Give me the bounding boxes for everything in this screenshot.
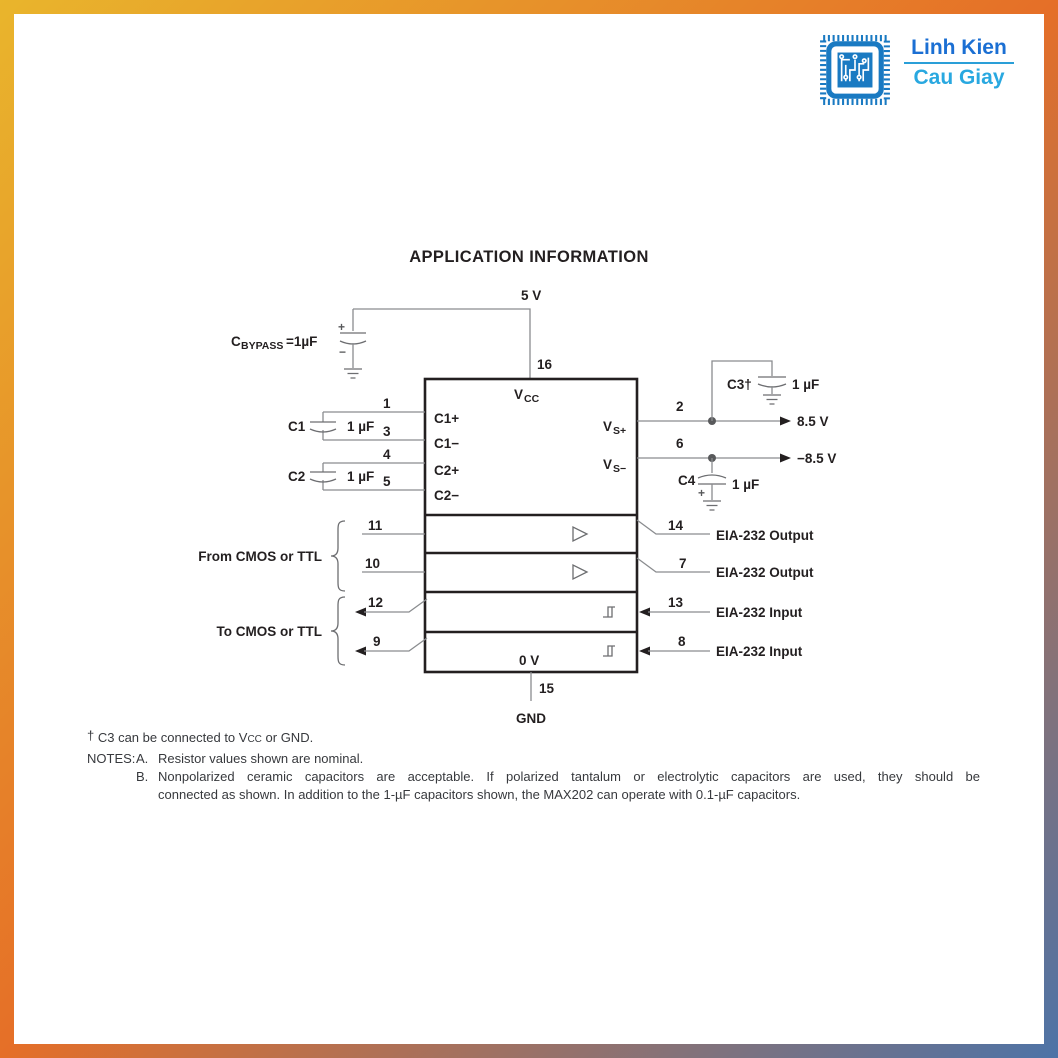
vcc-label: V <box>514 387 524 402</box>
cap-c1 <box>288 412 374 440</box>
charge-pump-caps <box>288 396 425 490</box>
pin3-number: 3 <box>383 424 391 439</box>
cbypass-label-sub: BYPASS <box>241 340 284 352</box>
eia-output-label-1: EIA-232 Output <box>716 528 814 543</box>
rail-neg-label: −8.5 V <box>797 451 837 466</box>
arrow-right-icon <box>780 417 791 426</box>
note-b-label: B. <box>136 769 149 784</box>
ic-0v-label: 0 V <box>519 653 540 668</box>
eia-input-label-2: EIA-232 Input <box>716 644 803 659</box>
footnote-suffix: or GND. <box>261 730 314 745</box>
cbypass-plus: + <box>338 320 346 334</box>
footnote <box>87 730 313 748</box>
pin11-number: 11 <box>368 518 383 533</box>
pin9-number: 9 <box>373 634 381 649</box>
pin16-number: 16 <box>537 357 553 372</box>
ic-vsn-label-sub: S− <box>613 463 627 475</box>
pin2-number: 2 <box>676 399 684 414</box>
cbypass-value: =1µF <box>286 334 318 349</box>
pin14-number: 14 <box>668 518 684 533</box>
c3-name: C3† <box>727 377 752 392</box>
cmos-ttl-groups <box>198 521 345 665</box>
ic-block <box>425 379 637 672</box>
notes-label: NOTES: <box>87 751 136 766</box>
eia-output-label-2: EIA-232 Output <box>716 565 814 580</box>
from-cmos-ttl-label: From CMOS or TTL <box>198 549 322 564</box>
pin13-number: 13 <box>668 595 684 610</box>
ic-vsp-label-sub: S+ <box>613 425 627 437</box>
note-b-line2: connected as shown. In addition to the 1-µF capacitors shown, the MAX202 can operate with 0.1-µF capacitors. <box>158 787 801 802</box>
supply-5v-label: 5 V <box>521 288 542 303</box>
pin4-number: 4 <box>383 447 391 462</box>
driver-row-1 <box>362 518 814 543</box>
gnd-label: GND <box>516 711 546 726</box>
pin7-number: 7 <box>679 556 687 571</box>
ic-vsp-label: V <box>603 419 613 434</box>
cap-c4 <box>678 458 759 510</box>
receiver-row-2 <box>355 634 803 659</box>
ic-c2p-label: C2+ <box>434 463 460 478</box>
ground-net <box>516 672 555 726</box>
receiver2-hysteresis-icon <box>603 646 615 656</box>
rail-pos-label: 8.5 V <box>797 414 829 429</box>
c2-value: 1 µF <box>347 469 375 484</box>
cap-c2 <box>288 463 374 490</box>
vcc-label-sub: CC <box>524 393 540 405</box>
note-b-line1: Nonpolarized ceramic capacitors are acceptable. If polarized tantalum or electrolytic capacitors are used, they should be <box>158 769 980 784</box>
c1-value: 1 µF <box>347 419 375 434</box>
pin12-number: 12 <box>368 595 384 610</box>
note-a-label: A. <box>136 751 149 766</box>
pin8-number: 8 <box>678 634 686 649</box>
footnote-text: C3 can be connected to V <box>94 730 248 745</box>
driver2-triangle-icon <box>573 565 587 579</box>
arrow-right-icon <box>780 454 791 463</box>
page-title: APPLICATION INFORMATION <box>409 248 649 266</box>
supply-net <box>353 288 553 379</box>
ic-vsn-label: V <box>603 457 613 472</box>
brace-from <box>331 521 345 591</box>
cap-c3 <box>712 361 819 421</box>
eia-input-label-1: EIA-232 Input <box>716 605 803 620</box>
c2-name: C2 <box>288 469 306 484</box>
c4-value: 1 µF <box>732 477 760 492</box>
ic-c1p-label: C1+ <box>434 411 460 426</box>
receiver1-hysteresis-icon <box>603 607 615 617</box>
c4-plus: + <box>698 486 706 500</box>
note-a-text: Resistor values shown are nominal. <box>158 751 364 766</box>
pin5-number: 5 <box>383 474 391 489</box>
logo-name-top: Linh Kien <box>911 36 1007 59</box>
dagger-icon: † <box>87 728 95 743</box>
to-cmos-ttl-label: To CMOS or TTL <box>216 624 322 639</box>
pin10-number: 10 <box>365 556 381 571</box>
pin1-number: 1 <box>383 396 391 411</box>
driver1-triangle-icon <box>573 527 587 541</box>
driver-row-2 <box>362 556 814 580</box>
vs-plus-rail <box>637 361 829 429</box>
logo-name-bottom: Cau Giay <box>913 66 1005 90</box>
c3-value: 1 µF <box>792 377 820 392</box>
cbypass-label: C <box>231 334 241 349</box>
brace-to <box>331 597 345 665</box>
c1-name: C1 <box>288 419 306 434</box>
pin6-number: 6 <box>676 436 684 451</box>
ic-c2m-label: C2− <box>434 488 460 503</box>
pin15-number: 15 <box>539 681 555 696</box>
cap-cbypass <box>231 309 366 378</box>
ic-c1m-label: C1− <box>434 436 460 451</box>
receiver-row-1 <box>355 595 803 620</box>
cbypass-minus: − <box>339 345 347 359</box>
vs-minus-rail <box>637 436 836 510</box>
c4-name: C4 <box>678 473 696 488</box>
footnote-sub: CC <box>247 734 262 745</box>
